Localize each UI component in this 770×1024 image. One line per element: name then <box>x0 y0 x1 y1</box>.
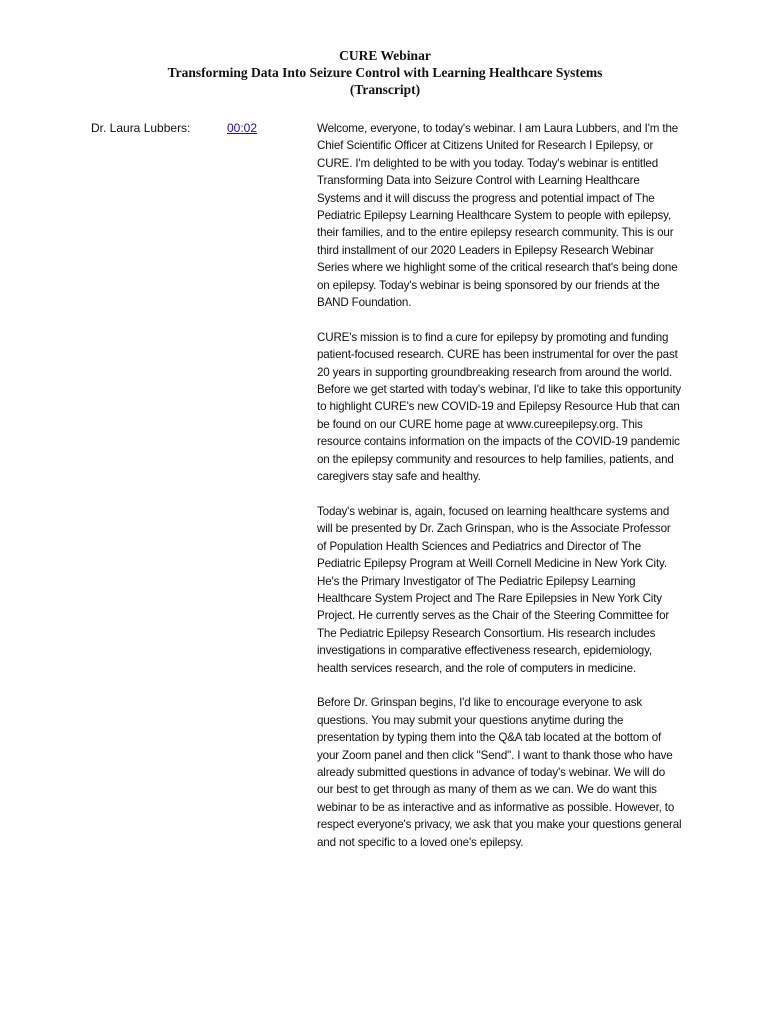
transcript-paragraph: Today's webinar is, again, focused on learning healthcare systems and will be presented by Dr. Zach Grinspan, who is the Associate Professor of Population Health Sciences and Pediatrics and Director of The Pediatric Epilepsy Program at Weill Cornell Medicine in New York City. He's the Primary Investigator of The Pediatric Epilepsy Learning Healthcare System Project and The Rare Epilepsies in New York City Project. He currently serves as the Chair of the Steering Committee for The Pediatric Epilepsy Research Consortium. His research includes investigations in comparative effectiveness research, epidemiology, health services research, and the role of computers in medicine. <box>317 504 671 675</box>
speaker-name: Dr. Laura Lubbers: <box>91 121 191 135</box>
header-title: CURE Webinar <box>339 48 431 63</box>
document-header <box>0 47 770 98</box>
header-transcript-label: (Transcript) <box>349 82 421 97</box>
transcript-body <box>317 120 683 868</box>
transcript-paragraph: CURE's mission is to find a cure for epilepsy by promoting and funding patient-focused research. CURE has been instrumental for over the past 20 years in supporting groundbreaking research from around the world. Before we get started with today's webinar, I'd like to take this opportunity to highlight CURE's new COVID-19 and Epilepsy Resource Hub that can be found on our CURE home page at www.cureepilepsy.org. This resource contains information on the impacts of the COVID-19 pandemic on the epilepsy community and resources to help families, patients, and caregivers stay safe and healthy. <box>317 330 682 484</box>
timestamp-link[interactable]: 00:02 <box>227 121 258 135</box>
transcript-paragraph: Before Dr. Grinspan begins, I'd like to encourage everyone to ask questions. You may submit your questions anytime during the presentation by typing them into the Q&A tab located at the bottom of your Zoom panel and then click "Send". I want to thank those who have already submitted questions in advance of today's webinar. We will do our best to get through as many of them as we can. We do want this webinar to be as interactive and as informative as possible. However, to respect everyone's privacy, we ask that you make your questions general and not specific to a loved one's epilepsy. <box>317 696 682 849</box>
header-subtitle: Transforming Data Into Seizure Control with Learning Healthcare Systems <box>167 65 603 80</box>
transcript-paragraph: Welcome, everyone, to today's webinar. I am Laura Lubbers, and I'm the Chief Scientific Officer at Citizens United for Research I Epilepsy, or CURE. I'm delighted to be with you today. Today's webinar is entitled Transforming Data into Seizure Control with Learning Healthcare Systems and it will discuss the progress and potential impact of The Pediatric Epilepsy Learning Healthcare System to people with epilepsy, their families, and to the entire epilepsy research community. This is our third installment of our 2020 Leaders in Epilepsy Research Webinar Series where we highlight some of the critical research that's being done on epilepsy. Today's webinar is being sponsored by our friends at the BAND Foundation. <box>317 122 679 310</box>
